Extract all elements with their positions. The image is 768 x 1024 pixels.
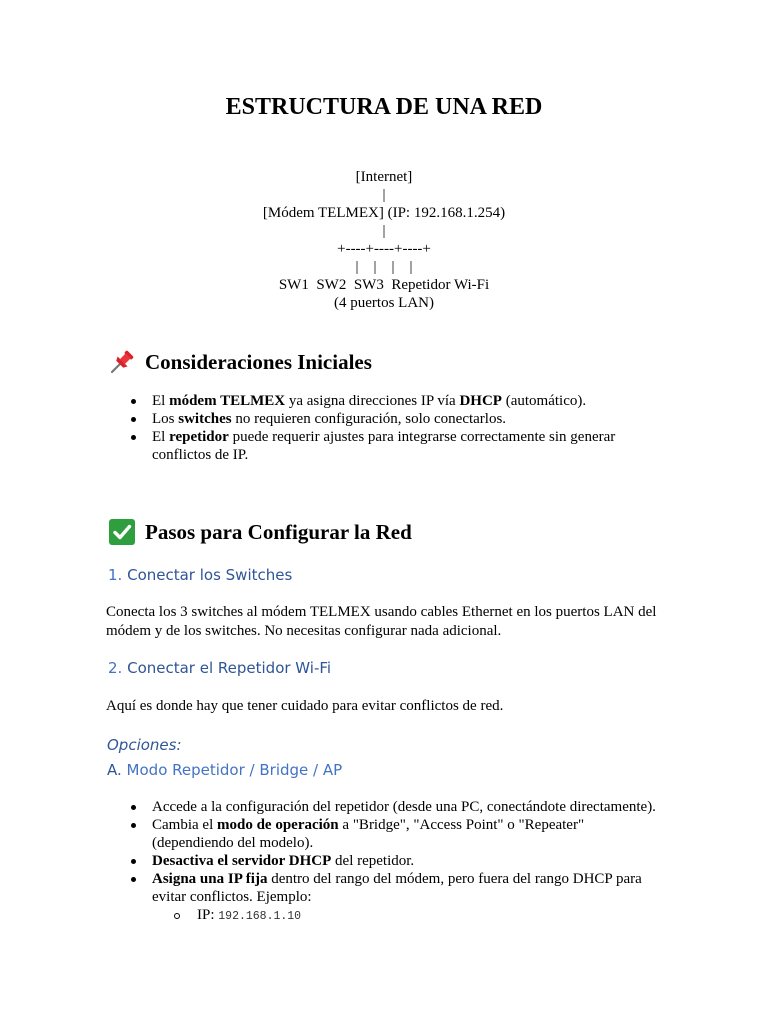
considerations-list (108, 392, 668, 464)
options-label: Opciones: (107, 736, 182, 754)
list-item: Asigna una IP fija dentro del rango del módem, pero fuera del rango DHCP para evitar conflictos. Ejemplo: IP: 192.168.1.10 (108, 870, 668, 926)
sub-list-item: IP: 192.168.1.10 (152, 906, 668, 926)
diagram-line: SW1 SW2 SW3 Repetidor Wi-Fi (278, 277, 490, 293)
section-heading-pasos (108, 518, 412, 546)
step-2-heading: 2. Conectar el Repetidor Wi-Fi (108, 659, 332, 677)
diagram-line: +----+----+----+ (337, 241, 431, 257)
step-2-text: Aquí es donde hay que tener cuidado para evitar conflictos de red. (106, 698, 504, 714)
sub-list (152, 906, 668, 926)
section-heading-consideraciones (108, 348, 372, 376)
page-title: ESTRUCTURA DE UNA RED (225, 94, 543, 120)
diagram-line: | (382, 187, 386, 203)
pushpin-icon (108, 348, 136, 376)
check-mark-icon (108, 518, 136, 546)
step-1-heading: 1. Conectar los Switches (108, 566, 293, 584)
list-item: Los switches no requieren configuración, solo conectarlos. (108, 410, 668, 428)
diagram-line: [Internet] (355, 169, 413, 185)
list-item: Cambia el modo de operación a "Bridge", "Access Point" o "Repeater" (dependiendo del modelo). (108, 816, 668, 852)
step-1-text: Conecta los 3 switches al módem TELMEX usando cables Ethernet en los puertos LAN del módem y de los switches. No necesitas configurar nada adicional. (106, 604, 657, 639)
option-a-heading: A. Modo Repetidor / Bridge / AP (107, 761, 343, 779)
list-item: El módem TELMEX ya asigna direcciones IP vía DHCP (automático). (108, 392, 668, 410)
diagram-line: | | | | (355, 259, 413, 275)
diagram-line: | (382, 223, 386, 239)
diagram-line: [Módem TELMEX] (IP: 192.168.1.254) (262, 205, 506, 221)
option-a-steps-list (108, 798, 668, 926)
list-item: Desactiva el servidor DHCP del repetidor. (108, 852, 668, 870)
diagram-line: (4 puertos LAN) (334, 295, 434, 311)
list-item: Accede a la configuración del repetidor (desde una PC, conectándote directamente). (108, 798, 668, 816)
section-heading-text: Consideraciones Iniciales (145, 350, 372, 374)
network-diagram (0, 168, 768, 312)
list-item: El repetidor puede requerir ajustes para integrarse correctamente sin generar conflictos de IP. (108, 428, 668, 464)
section-heading-text: Pasos para Configurar la Red (145, 520, 412, 544)
